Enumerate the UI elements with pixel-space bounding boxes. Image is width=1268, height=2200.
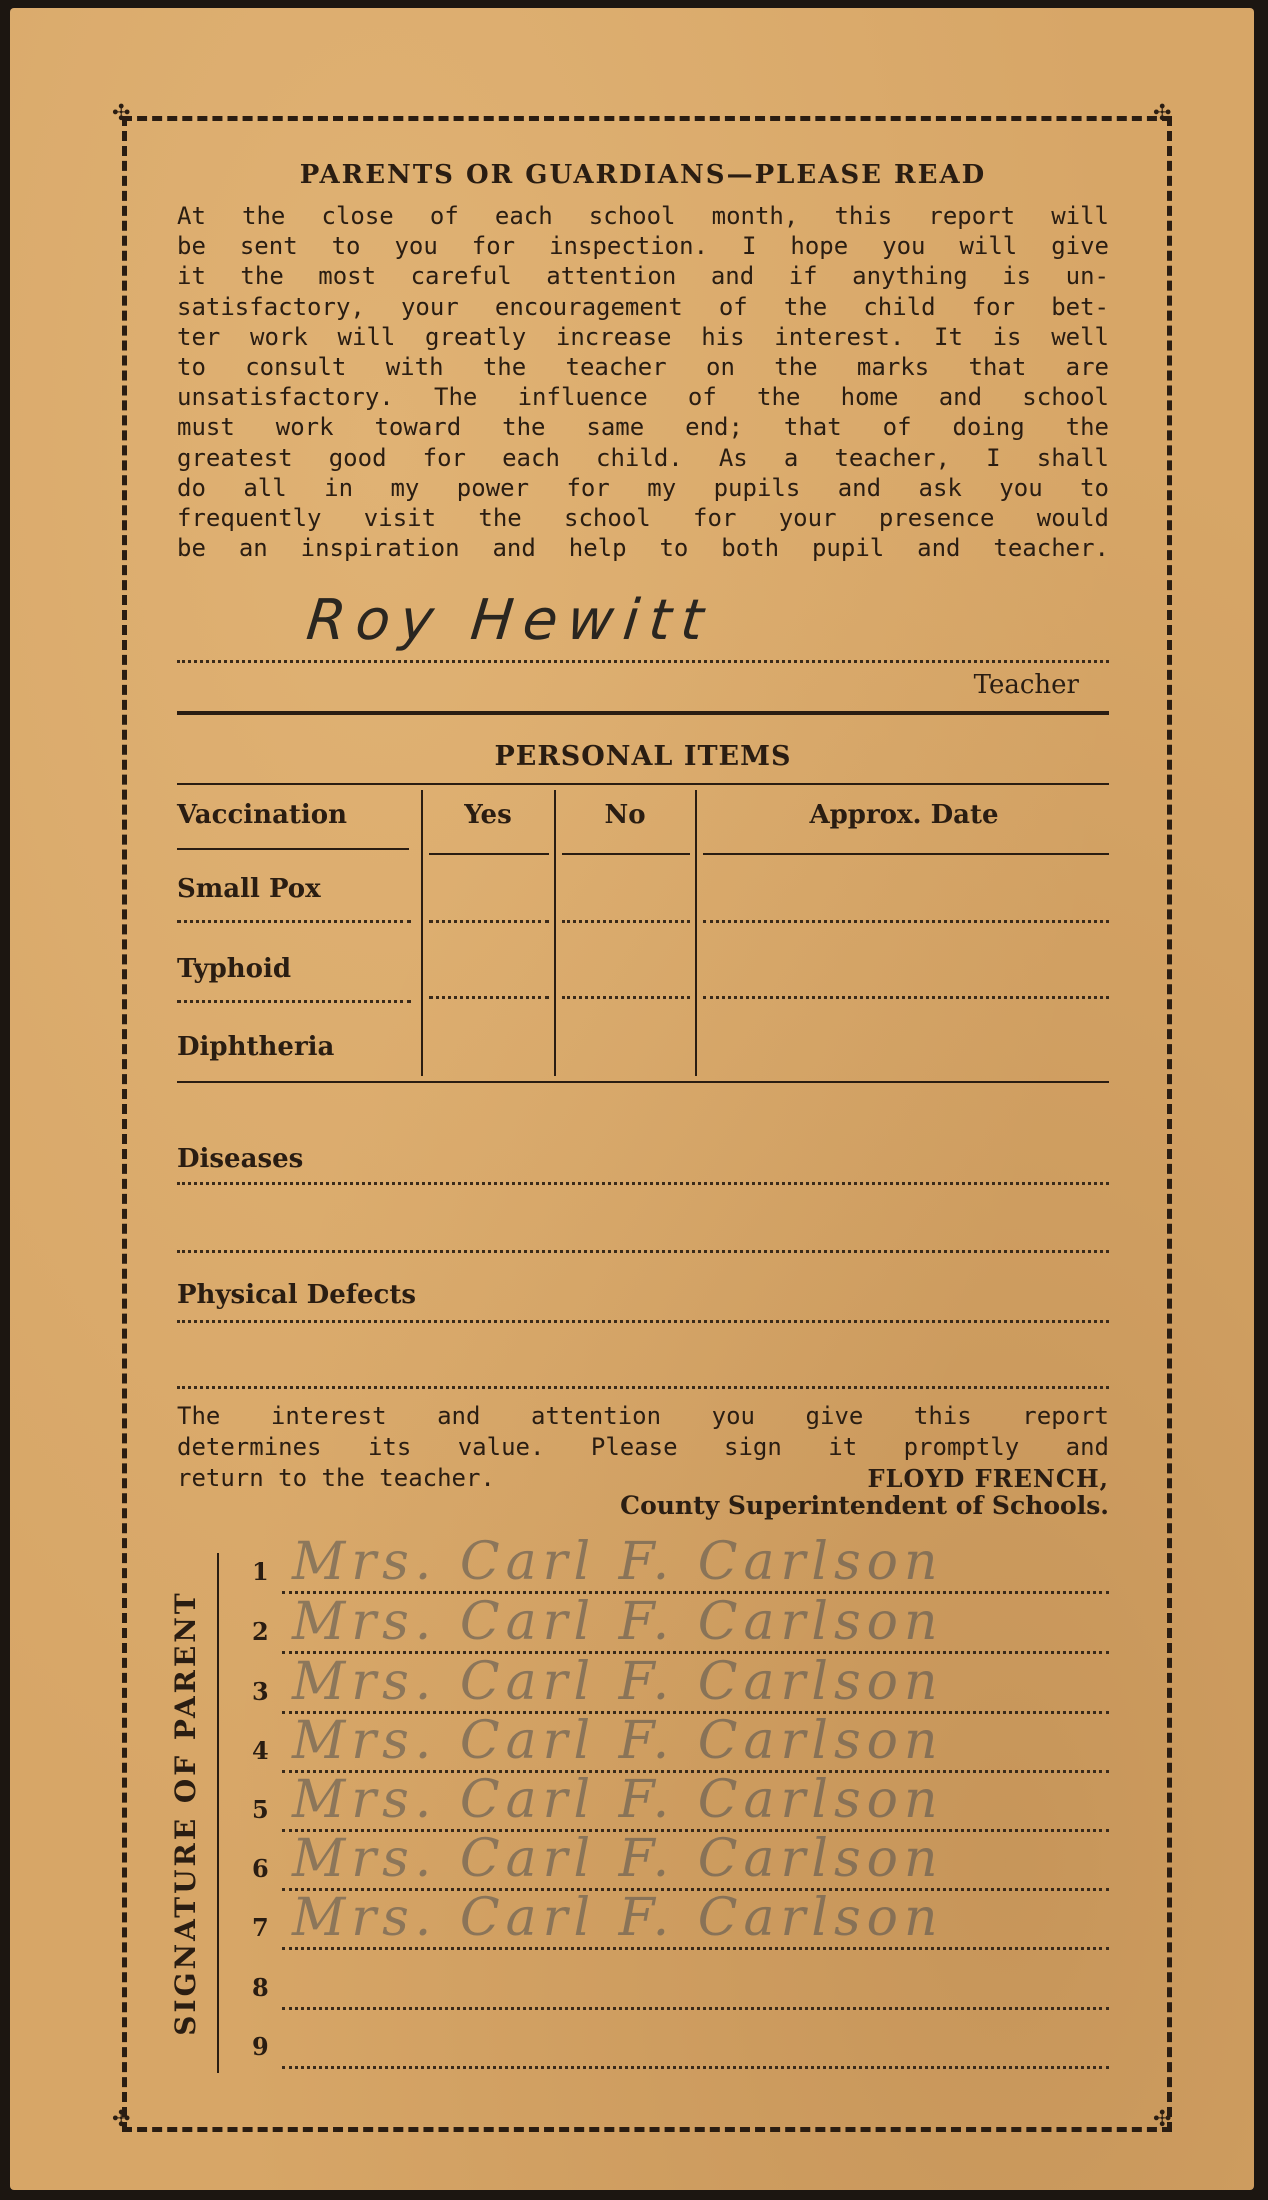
signature-row-number: 4 bbox=[252, 1736, 269, 1765]
diseases-label: Diseases bbox=[177, 1144, 304, 1174]
superintendent-name: FLOYD FRENCH, bbox=[867, 1464, 1109, 1493]
parent-signature: Mrs. Carl F. Carlson bbox=[292, 1770, 944, 1830]
corner-ornament-icon: ✣ bbox=[1153, 101, 1172, 126]
column-header-yes: Yes bbox=[464, 800, 512, 830]
column-header-approx-date: Approx. Date bbox=[809, 800, 999, 830]
parent-signature-row bbox=[252, 1592, 1109, 1658]
notice-line: be an inspiration and help to both pupil and teacher. bbox=[177, 534, 1109, 563]
report-card bbox=[10, 8, 1254, 2190]
physical-defects-line bbox=[177, 1320, 1109, 1323]
teacher-label: Teacher bbox=[973, 670, 1079, 700]
signature-of-parent-label: SIGNATURE OF PARENT bbox=[169, 1590, 202, 2036]
parent-signature-row bbox=[252, 1711, 1109, 1777]
signature-dotted-line bbox=[282, 2066, 1109, 2069]
notice-line: greatest good for each child. As a teacher, I shall bbox=[177, 443, 1109, 472]
closing-line: The interest and attention you give this report bbox=[177, 1402, 1109, 1430]
signature-dotted-line bbox=[282, 1947, 1109, 1950]
table-bottom-rule bbox=[177, 1081, 1109, 1083]
header-underline bbox=[703, 853, 1109, 855]
signature-dotted-line bbox=[282, 2007, 1109, 2010]
parent-signature: Mrs. Carl F. Carlson bbox=[292, 1532, 944, 1592]
corner-ornament-icon: ✣ bbox=[1153, 2107, 1172, 2132]
section-divider bbox=[177, 711, 1109, 715]
diseases-line bbox=[177, 1250, 1109, 1253]
signature-row-number: 5 bbox=[252, 1795, 269, 1824]
parent-signature-row bbox=[252, 1652, 1109, 1718]
notice-line: be sent to you for inspection. I hope you will give bbox=[177, 232, 1109, 261]
row-dotted-line bbox=[703, 996, 1109, 999]
personal-items-title: PERSONAL ITEMS bbox=[494, 741, 792, 772]
notice-line: to consult with the teacher on the marks that are bbox=[177, 353, 1109, 382]
signature-row-number: 7 bbox=[252, 1913, 269, 1942]
physical-defects-label: Physical Defects bbox=[177, 1280, 416, 1310]
row-dotted-line bbox=[177, 920, 411, 923]
parent-signature-row bbox=[252, 1888, 1109, 1954]
column-header-no: No bbox=[604, 800, 646, 830]
header-underline bbox=[429, 853, 549, 855]
closing-line: return to the teacher. bbox=[177, 1464, 495, 1492]
corner-ornament-icon: ✣ bbox=[112, 2107, 131, 2132]
table-column-divider bbox=[554, 790, 556, 1076]
signature-row-number: 8 bbox=[252, 1973, 269, 2002]
notice-line: unsatisfactory. The influence of the home and school bbox=[177, 383, 1109, 412]
signature-row-number: 6 bbox=[252, 1854, 269, 1883]
row-dotted-line bbox=[562, 920, 690, 923]
row-dotted-line bbox=[429, 996, 549, 999]
parent-signature-row bbox=[252, 2013, 1109, 2073]
notice-text bbox=[177, 201, 1109, 563]
parent-signature: Mrs. Carl F. Carlson bbox=[292, 1711, 944, 1771]
table-top-rule bbox=[177, 783, 1109, 785]
teacher-signature-line bbox=[177, 660, 1109, 663]
physical-defects-line bbox=[177, 1386, 1109, 1389]
closing-line-row bbox=[177, 1463, 1109, 1494]
parent-signature: Mrs. Carl F. Carlson bbox=[292, 1592, 944, 1652]
signature-column-divider bbox=[217, 1553, 219, 2073]
header-underline bbox=[177, 848, 409, 850]
notice-line: At the close of each school month, this report will bbox=[177, 202, 1109, 230]
teacher-signature: Roy Hewitt bbox=[303, 588, 717, 653]
parent-signature: Mrs. Carl F. Carlson bbox=[292, 1829, 944, 1889]
table-column-divider bbox=[421, 790, 423, 1076]
notice-line: frequently visit the school for your presence would bbox=[177, 504, 1109, 533]
parent-signature: Mrs. Carl F. Carlson bbox=[292, 1652, 944, 1712]
parent-signature-row bbox=[252, 1770, 1109, 1836]
notice-line: must work toward the same end; that of doing the bbox=[177, 413, 1109, 442]
parent-signature-row bbox=[252, 1954, 1109, 2014]
row-label-diphtheria: Diphtheria bbox=[177, 1032, 335, 1062]
row-dotted-line bbox=[562, 996, 690, 999]
signature-row-number: 9 bbox=[252, 2032, 269, 2061]
card-content bbox=[169, 8, 1109, 2190]
column-header-vaccination: Vaccination bbox=[177, 800, 348, 830]
closing-text bbox=[177, 1401, 1109, 1494]
row-dotted-line bbox=[429, 920, 549, 923]
signature-row-number: 1 bbox=[252, 1557, 269, 1586]
row-dotted-line bbox=[703, 920, 1109, 923]
signature-row-number: 3 bbox=[252, 1677, 269, 1706]
notice-line: ter work will greatly increase his interest. It is well bbox=[177, 322, 1109, 351]
parent-signature-row bbox=[252, 1829, 1109, 1895]
row-dotted-line bbox=[177, 1000, 411, 1003]
row-label-typhoid: Typhoid bbox=[177, 954, 292, 984]
parent-signature-row bbox=[252, 1532, 1109, 1598]
notice-line: satisfactory, your encouragement of the child for bet- bbox=[177, 292, 1109, 321]
notice-line: do all in my power for my pupils and ask you to bbox=[177, 473, 1109, 502]
notice-line: it the most careful attention and if anything is un- bbox=[177, 262, 1109, 291]
superintendent-title: County Superintendent of Schools. bbox=[620, 1491, 1109, 1520]
header-underline bbox=[562, 853, 690, 855]
table-column-divider bbox=[695, 790, 697, 1076]
diseases-line bbox=[177, 1182, 1109, 1185]
closing-line: determines its value. Please sign it promptly and bbox=[177, 1433, 1109, 1461]
corner-ornament-icon: ✣ bbox=[112, 101, 131, 126]
parent-signature: Mrs. Carl F. Carlson bbox=[292, 1888, 944, 1948]
signature-row-number: 2 bbox=[252, 1617, 269, 1646]
row-label-small-pox: Small Pox bbox=[177, 874, 321, 904]
notice-heading: PARENTS OR GUARDIANS—PLEASE READ bbox=[299, 160, 987, 190]
